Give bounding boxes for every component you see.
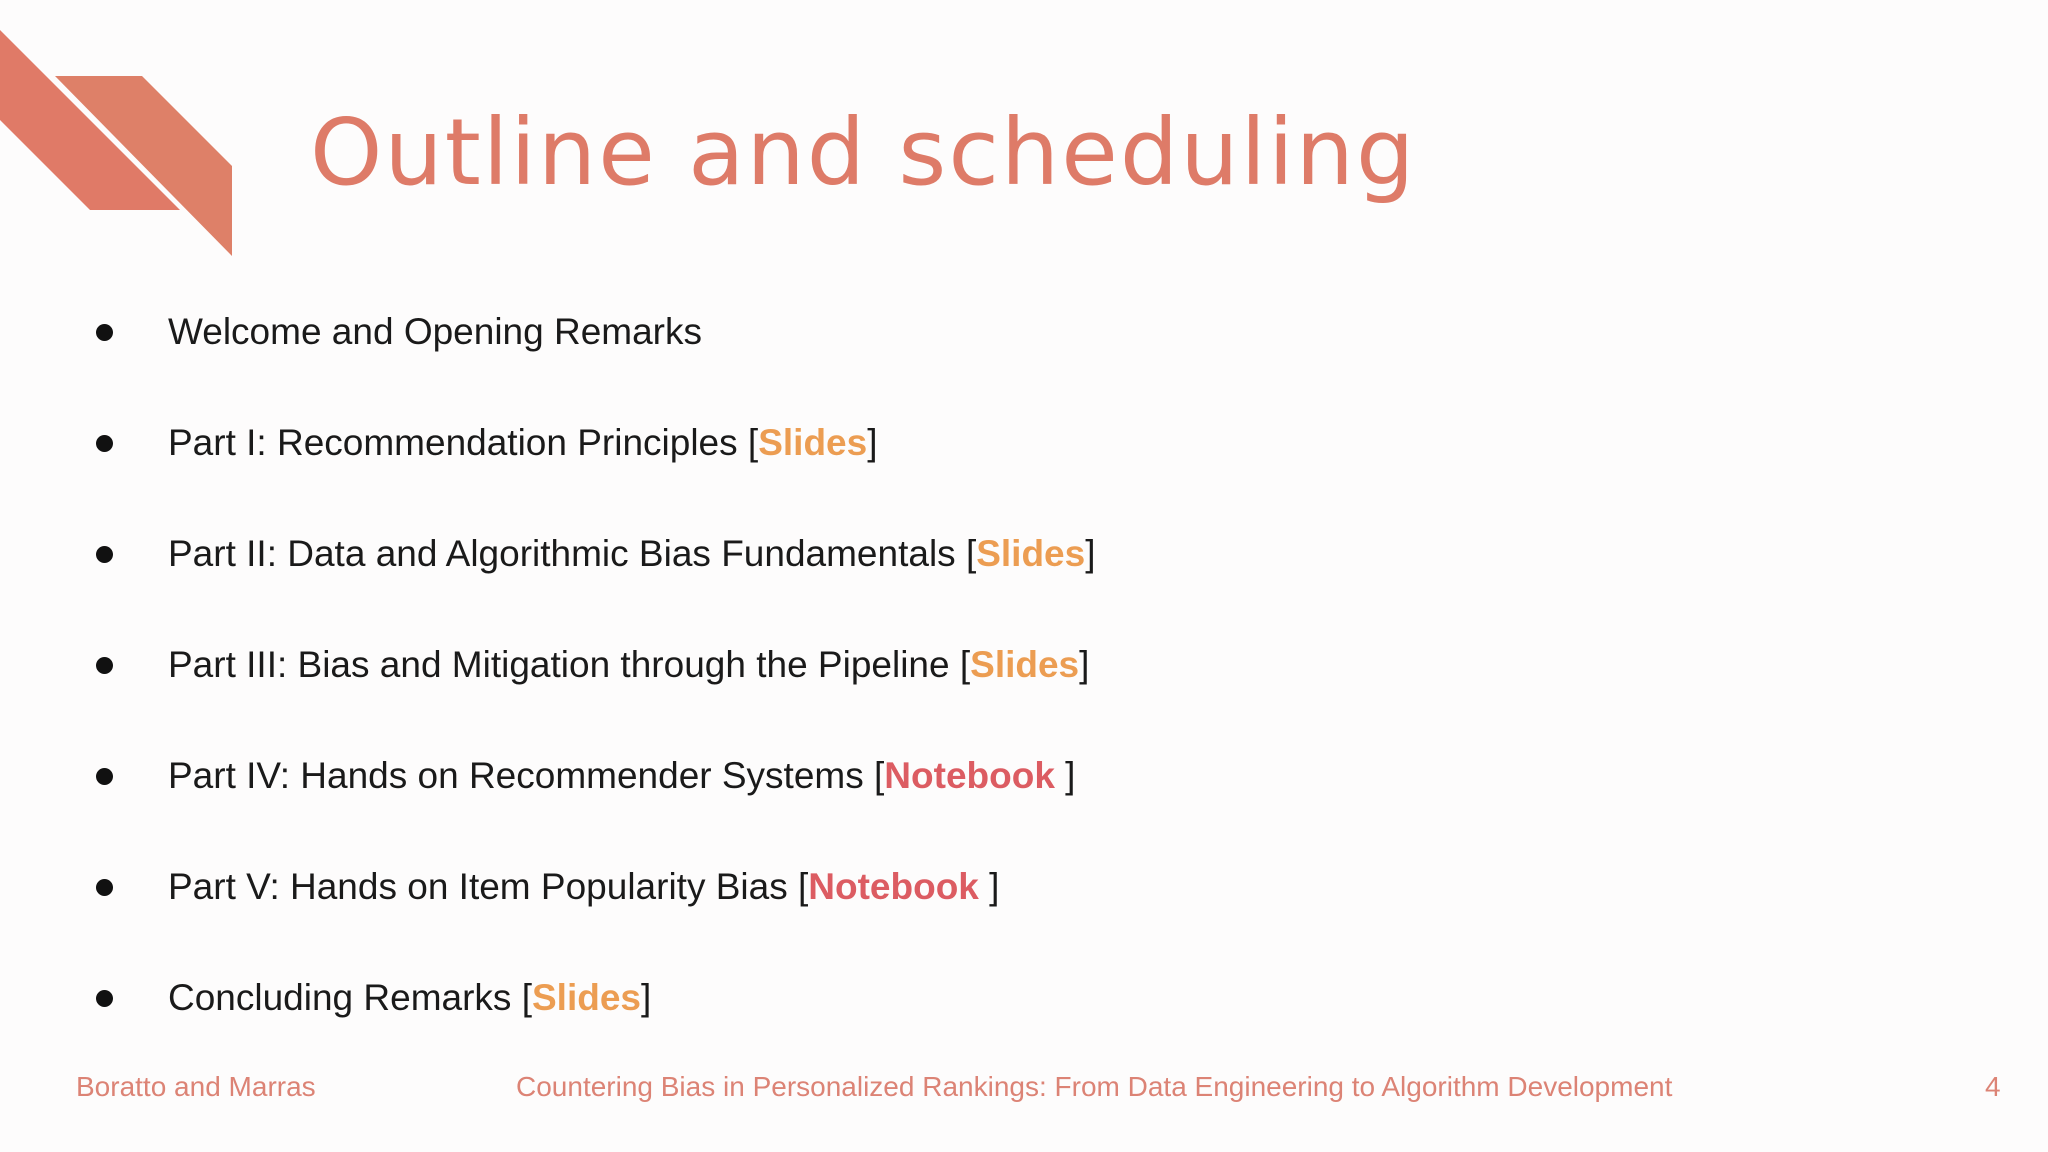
outline-item-label <box>168 866 999 909</box>
item-text: Welcome and Opening Remarks <box>168 311 703 352</box>
slides-link[interactable]: Slides <box>531 977 641 1018</box>
slides-link[interactable]: Slides <box>758 422 868 463</box>
outline-item-label <box>168 755 1075 798</box>
outline-item-label <box>168 422 877 465</box>
slides-link[interactable]: Slides <box>976 533 1086 574</box>
outline-item-welcome <box>0 300 1600 411</box>
corner-decoration-graphic <box>0 0 240 260</box>
bullet-icon <box>96 990 113 1007</box>
bullet-icon <box>96 657 113 674</box>
closing-bracket: ] <box>1054 755 1076 796</box>
footer-authors: Boratto and Marras <box>76 1071 316 1102</box>
item-text: Concluding Remarks [ <box>168 977 532 1018</box>
item-text: Part I: Recommendation Principles [ <box>168 422 759 463</box>
closing-bracket: ] <box>640 977 652 1018</box>
outline-item-part-5 <box>0 855 1600 966</box>
footer-tutorial-title: Countering Bias in Personalized Rankings: From Data Engineering to Algorithm Development <box>516 1071 1673 1102</box>
outline-item-concluding <box>0 966 1600 1077</box>
bullet-icon <box>96 324 113 341</box>
notebook-link[interactable]: Notebook <box>808 866 979 907</box>
outline-list <box>0 300 1600 1077</box>
outline-item-part-4 <box>0 744 1600 855</box>
outline-item-part-1 <box>0 411 1600 522</box>
footer-page-number: 4 <box>1985 1071 2001 1102</box>
bullet-icon <box>96 546 113 563</box>
page-title: Outline and scheduling <box>310 99 1417 206</box>
closing-bracket: ] <box>867 422 878 463</box>
outline-item-label <box>168 644 1089 687</box>
bullet-icon <box>96 879 113 896</box>
slides-link[interactable]: Slides <box>970 644 1080 685</box>
bullet-icon <box>96 435 113 452</box>
notebook-link[interactable]: Notebook <box>884 755 1055 796</box>
outline-item-part-2 <box>0 522 1600 633</box>
outline-item-label <box>168 533 1096 576</box>
closing-bracket: ] <box>1079 644 1090 685</box>
item-text: Part IV: Hands on Recommender Systems [ <box>168 755 885 796</box>
outline-item-part-3 <box>0 633 1600 744</box>
outline-item-label <box>168 311 702 354</box>
item-text: Part II: Data and Algorithmic Bias Fundamentals [ <box>168 533 977 574</box>
item-text: Part III: Bias and Mitigation through the Pipeline [ <box>168 644 971 685</box>
closing-bracket: ] <box>1085 533 1096 574</box>
closing-bracket: ] <box>978 866 1000 907</box>
bullet-icon <box>96 768 113 785</box>
item-text: Part V: Hands on Item Popularity Bias [ <box>168 866 809 907</box>
outline-item-label <box>168 977 651 1020</box>
